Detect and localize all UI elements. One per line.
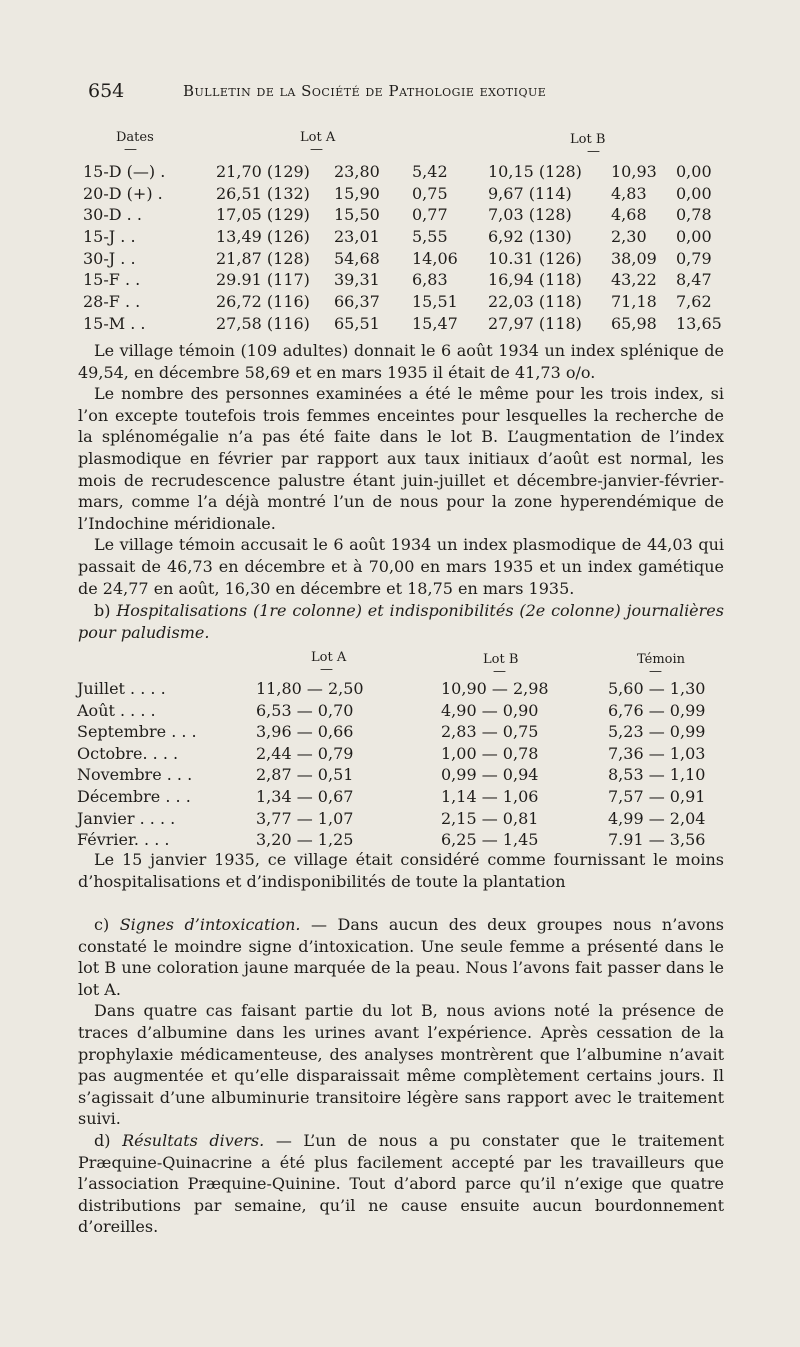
section-c-label: c) <box>94 915 110 934</box>
table-row <box>0 701 800 723</box>
cell-date: 28-F . . <box>83 292 141 312</box>
paragraph: Le village témoin accusait le 6 août 1934 un index plasmodique de 44,03 qui passait de 46,73 en décembre et à 70,00 en mars 1935 et un index gamétique de 24,77 en août, 16,30 en décembre et 18,75 en mars 1935. <box>78 535 724 598</box>
section-b-paragraph <box>78 600 724 643</box>
cell-lot-b-3: 0,00 <box>676 227 712 247</box>
cell-date: 15-D (—) . <box>83 162 166 181</box>
cell-lot-a-index: 26,72 (116) <box>216 292 310 312</box>
cell-lot-b-3: 13,65 <box>676 313 722 333</box>
cell-month: Décembre . . . <box>77 786 191 806</box>
cell-lot-b-2: 43,22 <box>611 270 657 290</box>
col-lot-a: Lot A <box>300 130 336 145</box>
cell-lot-a-2: 15,50 <box>334 205 380 225</box>
cell-lot-a: 3,77 — 1,07 <box>256 808 354 828</box>
section-c <box>78 914 724 1238</box>
page-number: 654 <box>88 80 125 102</box>
col-lot-b: Lot B <box>570 132 606 147</box>
table1-header <box>0 130 800 160</box>
cell-lot-a-index: 27,58 (116) <box>216 313 310 333</box>
table2 <box>0 679 800 852</box>
cell-lot-a-3: 15,51 <box>412 292 458 312</box>
cell-lot-a-index: 21,70 (129) <box>216 162 310 181</box>
paragraphs-block-1 <box>78 340 724 599</box>
cell-lot-b-3: 0,00 <box>676 183 712 203</box>
cell-lot-b-index: 16,94 (118) <box>488 270 582 290</box>
section-c-title: Signes d’intoxication. <box>119 915 301 934</box>
cell-temoin: 5,60 — 1,30 <box>608 679 706 698</box>
cell-lot-b: 6,25 — 1,45 <box>441 830 539 850</box>
cell-lot-b-index: 10.31 (126) <box>488 248 582 268</box>
cell-lot-b-3: 8,47 <box>676 270 712 290</box>
cell-lot-b-2: 2,30 <box>611 227 647 247</box>
cell-month: Août . . . . <box>77 700 156 720</box>
cell-lot-a-index: 13,49 (126) <box>216 227 310 247</box>
col-lot-b: Lot B <box>483 652 519 667</box>
cell-lot-a: 2,44 — 0,79 <box>256 743 354 763</box>
cell-temoin: 4,99 — 2,04 <box>608 808 706 828</box>
cell-date: 15-F . . <box>83 270 141 290</box>
section-c-paragraph <box>78 914 724 1000</box>
cell-temoin: 6,76 — 0,99 <box>608 700 706 720</box>
cell-lot-a: 6,53 — 0,70 <box>256 700 354 720</box>
cell-temoin: 7,57 — 0,91 <box>608 786 706 806</box>
cell-lot-b-2: 4,83 <box>611 183 647 203</box>
cell-lot-a-3: 0,77 <box>412 205 448 225</box>
table-row <box>0 679 800 701</box>
table-row <box>0 270 800 292</box>
section-b-label: b) <box>94 601 111 620</box>
cell-lot-b-index: 6,92 (130) <box>488 227 572 247</box>
table-row <box>0 292 800 314</box>
cell-lot-b-2: 10,93 <box>611 162 657 181</box>
cell-lot-b-3: 0,00 <box>676 162 712 181</box>
cell-lot-b-3: 7,62 <box>676 292 712 312</box>
cell-lot-b-2: 65,98 <box>611 313 657 333</box>
cell-month: Juillet . . . . <box>77 679 166 698</box>
header-dash: — <box>493 664 506 679</box>
cell-date: 15-J . . <box>83 227 136 247</box>
cell-lot-b: 2,15 — 0,81 <box>441 808 539 828</box>
cell-lot-a-2: 65,51 <box>334 313 380 333</box>
cell-month: Février. . . . <box>77 830 170 850</box>
paragraph: Le village témoin (109 adultes) donnait le 6 août 1934 un index splénique de 49,54, en décembre 58,69 et en mars 1935 il était de 41,73 o/o. <box>78 341 724 382</box>
cell-lot-a-index: 17,05 (129) <box>216 205 310 225</box>
cell-lot-a: 2,87 — 0,51 <box>256 765 354 785</box>
table1 <box>0 162 800 336</box>
paragraph: Le nombre des personnes examinées a été le même pour les trois index, si l’on excepte toutefois trois femmes enceintes pour lesquelles la recherche de la splénomégalie n’a pas été faite dans le lot B. L’augmentation de l’index plasmodique en février par rapport aux taux initiaux d’août est normal, les mois de recrudescence palustre étant juin-juillet et décembre-janvier-février-mars, comme l’a déjà montré l’un de nous pour la zone hyperendémique de l’Indochine méridionale. <box>78 384 724 533</box>
cell-lot-b-3: 0,78 <box>676 205 712 225</box>
cell-lot-b-index: 27,97 (118) <box>488 313 582 333</box>
section-d-paragraph <box>78 1130 724 1238</box>
table-row <box>0 314 800 336</box>
cell-lot-a-2: 66,37 <box>334 292 380 312</box>
journal-title: Bulletin de la Société de Pathologie exotique <box>183 82 547 100</box>
cell-month: Septembre . . . <box>77 722 197 742</box>
table-row <box>0 809 800 831</box>
cell-lot-a: 3,20 — 1,25 <box>256 830 354 850</box>
header-dash: — <box>649 664 662 679</box>
cell-lot-a-3: 0,75 <box>412 183 448 203</box>
cell-temoin: 7.91 — 3,56 <box>608 830 706 850</box>
cell-lot-b: 1,14 — 1,06 <box>441 786 539 806</box>
cell-month: Novembre . . . <box>77 765 193 785</box>
cell-lot-a-3: 6,83 <box>412 270 448 290</box>
page-header <box>0 80 800 110</box>
cell-lot-a: 11,80 — 2,50 <box>256 679 364 698</box>
cell-month: Octobre. . . . <box>77 743 179 763</box>
table-row <box>0 722 800 744</box>
header-dash: — <box>587 144 600 159</box>
cell-temoin: 8,53 — 1,10 <box>608 765 706 785</box>
header-dash: — <box>124 142 137 157</box>
section-b-text: (1re colonne) et indisponibilités (2e colonne) journalières pour paludisme. <box>78 601 724 642</box>
table-row <box>0 765 800 787</box>
cell-lot-a-index: 29.91 (117) <box>216 270 310 290</box>
section-d-title: Résultats divers. <box>122 1130 265 1150</box>
cell-lot-b: 1,00 — 0,78 <box>441 743 539 763</box>
cell-lot-b: 0,99 — 0,94 <box>441 765 539 785</box>
cell-lot-a: 3,96 — 0,66 <box>256 722 354 742</box>
col-lot-a: Lot A <box>311 650 347 665</box>
cell-date: 20-D (+) . <box>83 183 163 203</box>
col-temoin: Témoin <box>637 652 686 667</box>
header-dash: — <box>320 662 333 677</box>
cell-date: 15-M . . <box>83 313 146 333</box>
cell-lot-a-2: 15,90 <box>334 183 380 203</box>
cell-lot-b-2: 4,68 <box>611 205 647 225</box>
table2-header <box>0 650 800 680</box>
cell-lot-a-3: 14,06 <box>412 248 458 268</box>
table-row <box>0 744 800 766</box>
col-dates: Dates <box>116 130 154 145</box>
cell-lot-a: 1,34 — 0,67 <box>256 786 354 806</box>
table-row <box>0 162 800 184</box>
table-row <box>0 205 800 227</box>
cell-lot-b-index: 7,03 (128) <box>488 205 572 225</box>
cell-lot-b: 10,90 — 2,98 <box>441 679 549 698</box>
paragraphs-block-2 <box>78 849 724 892</box>
section-b <box>78 600 724 643</box>
table-row <box>0 787 800 809</box>
header-dash: — <box>310 142 323 157</box>
cell-lot-b: 2,83 — 0,75 <box>441 722 539 742</box>
section-b-title: Hospitalisations <box>116 601 248 620</box>
cell-lot-b-index: 10,15 (128) <box>488 162 582 181</box>
cell-lot-a-2: 39,31 <box>334 270 380 290</box>
cell-month: Janvier . . . . <box>77 808 176 828</box>
cell-lot-b-2: 38,09 <box>611 248 657 268</box>
cell-lot-a-index: 21,87 (128) <box>216 248 310 268</box>
section-c-paragraph-2: Dans quatre cas faisant partie du lot B, nous avions noté la présence de traces d’albumine dans les urines avant l’expérience. Après cessation de la prophylaxie médicamenteuse, des analyses montrèrent que l’albumine n’avait pas augmentée et qu’elle disparaissait même complètement certains jours. Il s’agissait d’une albuminurie transitoire légère sans rapport avec le traitement suivi. <box>78 1001 724 1129</box>
cell-date: 30-J . . <box>83 248 136 268</box>
cell-temoin: 7,36 — 1,03 <box>608 743 706 763</box>
cell-lot-b-2: 71,18 <box>611 292 657 312</box>
table-row <box>0 227 800 249</box>
section-d-text: — L’un de nous a pu constater que le traitement Præquine-Quinacrine a été plus facilement accepté par les travailleurs que l’association Præquine-Quinine. Tout d’abord parce qu’il n’exige que quatre distributions par semaine, qu’il ne cause ensuite aucun bourdonnement d’oreilles. <box>78 1130 725 1237</box>
cell-lot-b-index: 22,03 (118) <box>488 292 582 312</box>
table-row <box>0 184 800 206</box>
cell-lot-b-index: 9,67 (114) <box>488 183 572 203</box>
cell-lot-a-2: 23,80 <box>334 162 380 181</box>
cell-temoin: 5,23 — 0,99 <box>608 722 706 742</box>
cell-date: 30-D . . <box>83 205 142 225</box>
cell-lot-b: 4,90 — 0,90 <box>441 700 539 720</box>
cell-lot-a-3: 5,55 <box>412 227 448 247</box>
table-row <box>0 249 800 271</box>
cell-lot-a-2: 54,68 <box>334 248 380 268</box>
cell-lot-a-3: 15,47 <box>412 313 458 333</box>
cell-lot-a-index: 26,51 (132) <box>216 183 310 203</box>
cell-lot-a-2: 23,01 <box>334 227 380 247</box>
section-c-text: — Dans aucun des deux groupes nous n’avons constaté le moindre signe d’intoxication. Une seule femme a présenté dans le lot B une coloration jaune marquée de la peau. Nous l’avons fait passer dans le lot A. <box>78 915 725 999</box>
section-d-label: d) <box>94 1130 111 1150</box>
paragraph: Le 15 janvier 1935, ce village était considéré comme fournissant le moins d’hospitalisations et d’indisponibilités de toute la plantation <box>78 850 724 891</box>
cell-lot-b-3: 0,79 <box>676 248 712 268</box>
cell-lot-a-3: 5,42 <box>412 162 448 181</box>
